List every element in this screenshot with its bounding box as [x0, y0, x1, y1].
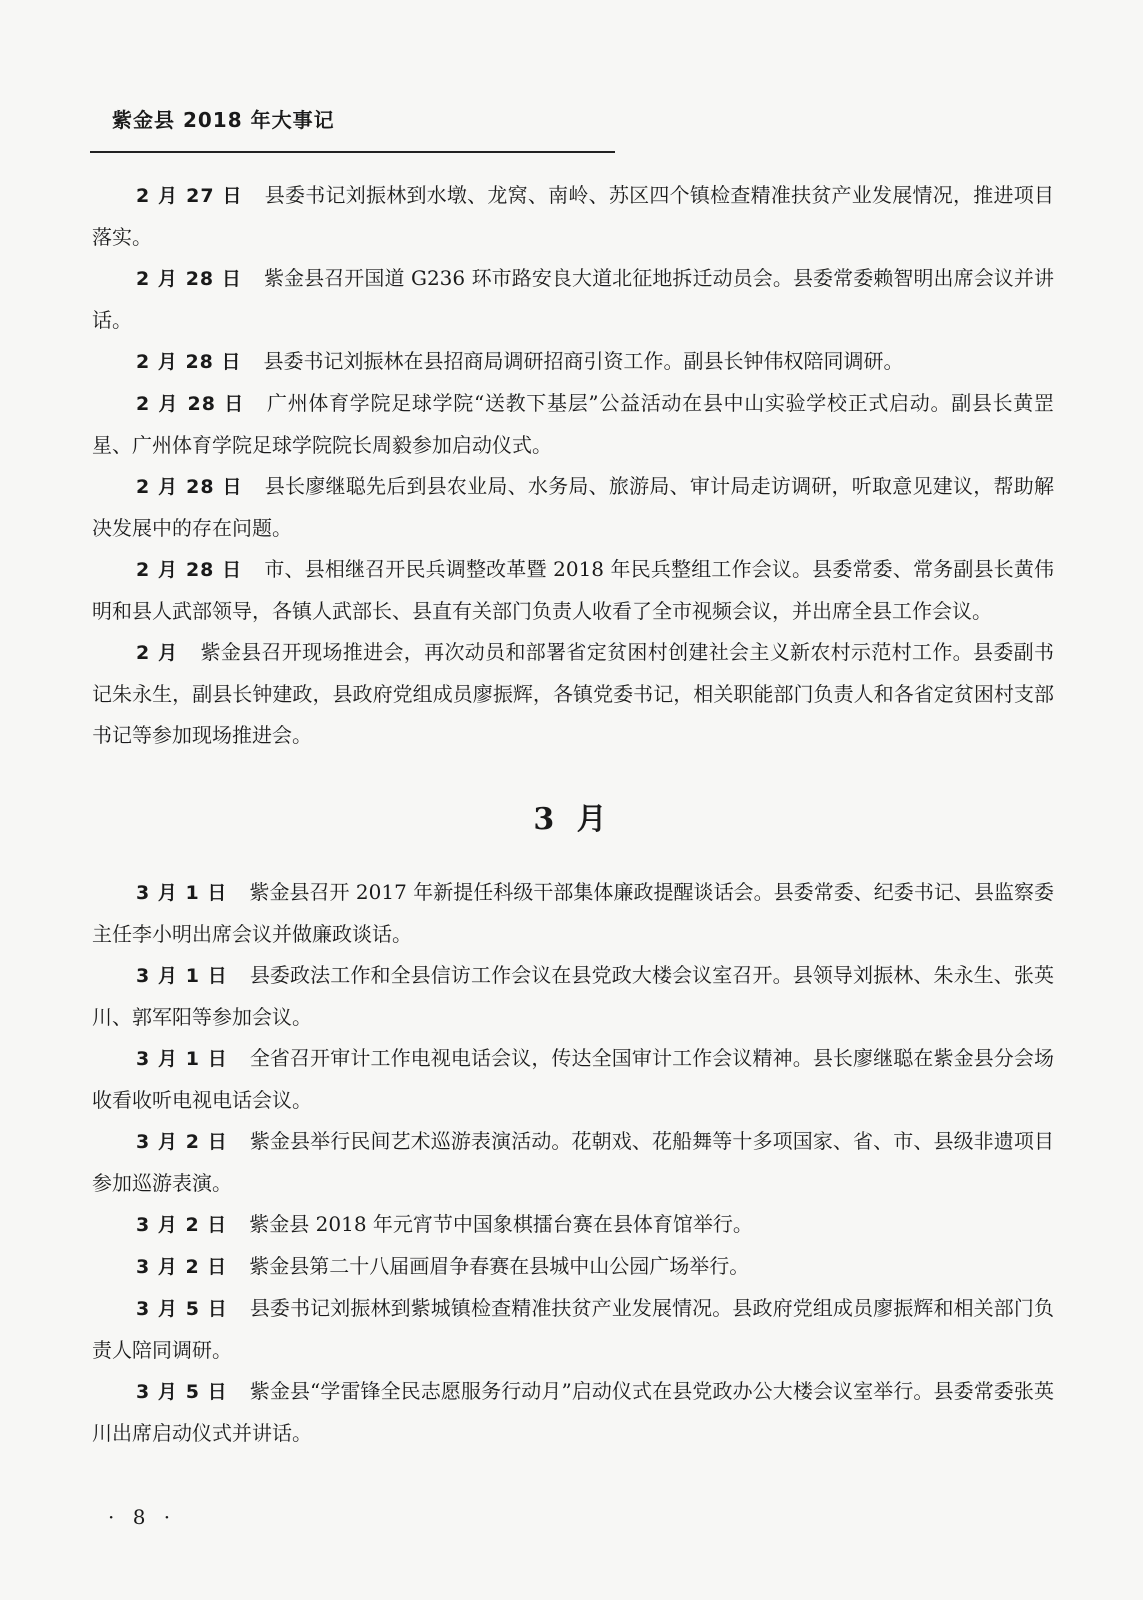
event-text: 紫金县召开 2017 年新提任科级干部集体廉政提醒谈话会。县委常委、纪委书记、县监察委主任李小明出席会议并做廉政谈话。 [92, 880, 1054, 946]
event-date: 2 月 28 日 [136, 559, 243, 581]
event-entry [92, 872, 1054, 955]
event-date: 3 月 1 日 [136, 965, 228, 987]
event-text: 紫金县“学雷锋全民志愿服务行动月”启动仪式在县党政办公大楼会议室举行。县委常委张英川出席启动仪式并讲话。 [92, 1379, 1054, 1445]
event-date: 3 月 5 日 [136, 1381, 228, 1403]
event-entry [92, 1038, 1054, 1121]
header-rule [90, 151, 615, 153]
event-date: 3 月 5 日 [136, 1298, 228, 1320]
event-text: 紫金县举行民间艺术巡游表演活动。花朝戏、花船舞等十多项国家、省、市、县级非遗项目参加巡游表演。 [92, 1129, 1054, 1195]
event-entry [92, 1371, 1054, 1454]
event-date: 2 月 27 日 [136, 185, 243, 207]
event-text: 紫金县第二十八届画眉争春赛在县城中山公园广场举行。 [249, 1254, 750, 1278]
event-date: 3 月 1 日 [136, 882, 228, 904]
event-entry [92, 258, 1054, 341]
event-date: 2 月 28 日 [136, 268, 242, 290]
event-entry [92, 1288, 1054, 1371]
event-text: 县委书记刘振林到紫城镇检查精准扶贫产业发展情况。县政府党组成员廖振辉和相关部门负责人陪同调研。 [92, 1296, 1054, 1362]
event-entry [92, 1121, 1054, 1204]
page-number: · 8 · [108, 1505, 177, 1529]
event-text: 紫金县 2018 年元宵节中国象棋擂台赛在县体育馆举行。 [249, 1212, 753, 1236]
event-date: 3 月 1 日 [136, 1048, 228, 1070]
event-text: 广州体育学院足球学院“送教下基层”公益活动在县中山实验学校正式启动。副县长黄罡星、广州体育学院足球学院院长周毅参加启动仪式。 [92, 391, 1054, 457]
event-text: 县委政法工作和全县信访工作会议在县党政大楼会议室召开。县领导刘振林、朱永生、张英川、郭军阳等参加会议。 [92, 963, 1054, 1029]
event-text: 县委书记刘振林在县招商局调研招商引资工作。副县长钟伟权陪同调研。 [263, 349, 904, 373]
mar-entries [92, 872, 1054, 1454]
event-text: 全省召开审计工作电视电话会议，传达全国审计工作会议精神。县长廖继聪在紫金县分会场收看收听电视电话会议。 [92, 1046, 1054, 1112]
event-entry [92, 632, 1054, 756]
event-entry [92, 383, 1054, 466]
event-text: 紫金县召开国道 G236 环市路安良大道北征地拆迁动员会。县委常委赖智明出席会议并讲话。 [92, 266, 1054, 332]
event-entry [92, 955, 1054, 1038]
event-text: 县长廖继聪先后到县农业局、水务局、旅游局、审计局走访调研，听取意见建议，帮助解决发展中的存在问题。 [92, 474, 1054, 540]
event-entry [92, 549, 1054, 632]
feb-entries [92, 175, 1054, 756]
month-heading: 3 月 [533, 802, 613, 837]
running-header: 紫金县 2018 年大事记 [112, 108, 335, 132]
event-date: 3 月 2 日 [136, 1256, 228, 1278]
event-entry [92, 1204, 1054, 1246]
event-date: 3 月 2 日 [136, 1214, 228, 1236]
event-date: 3 月 2 日 [136, 1131, 228, 1153]
event-date: 2 月 28 日 [136, 476, 243, 498]
event-text: 县委书记刘振林到水墩、龙窝、南岭、苏区四个镇检查精准扶贫产业发展情况，推进项目落实。 [92, 183, 1054, 249]
page-body [92, 175, 1054, 1454]
event-date: 2 月 [136, 642, 179, 664]
event-entry [92, 466, 1054, 549]
event-text: 紫金县召开现场推进会，再次动员和部署省定贫困村创建社会主义新农村示范村工作。县委副书记朱永生，副县长钟建政，县政府党组成员廖振辉，各镇党委书记，相关职能部门负责人和各省定贫困村支部书记等参加现场推进会。 [92, 640, 1054, 747]
event-text: 市、县相继召开民兵调整改革暨 2018 年民兵整组工作会议。县委常委、常务副县长黄伟明和县人武部领导，各镇人武部长、县直有关部门负责人收看了全市视频会议，并出席全县工作会议。 [92, 557, 1054, 623]
event-date: 2 月 28 日 [136, 351, 242, 373]
event-entry [92, 341, 1054, 383]
event-date: 2 月 28 日 [136, 393, 245, 415]
event-entry [92, 1246, 1054, 1288]
event-entry [92, 175, 1054, 258]
